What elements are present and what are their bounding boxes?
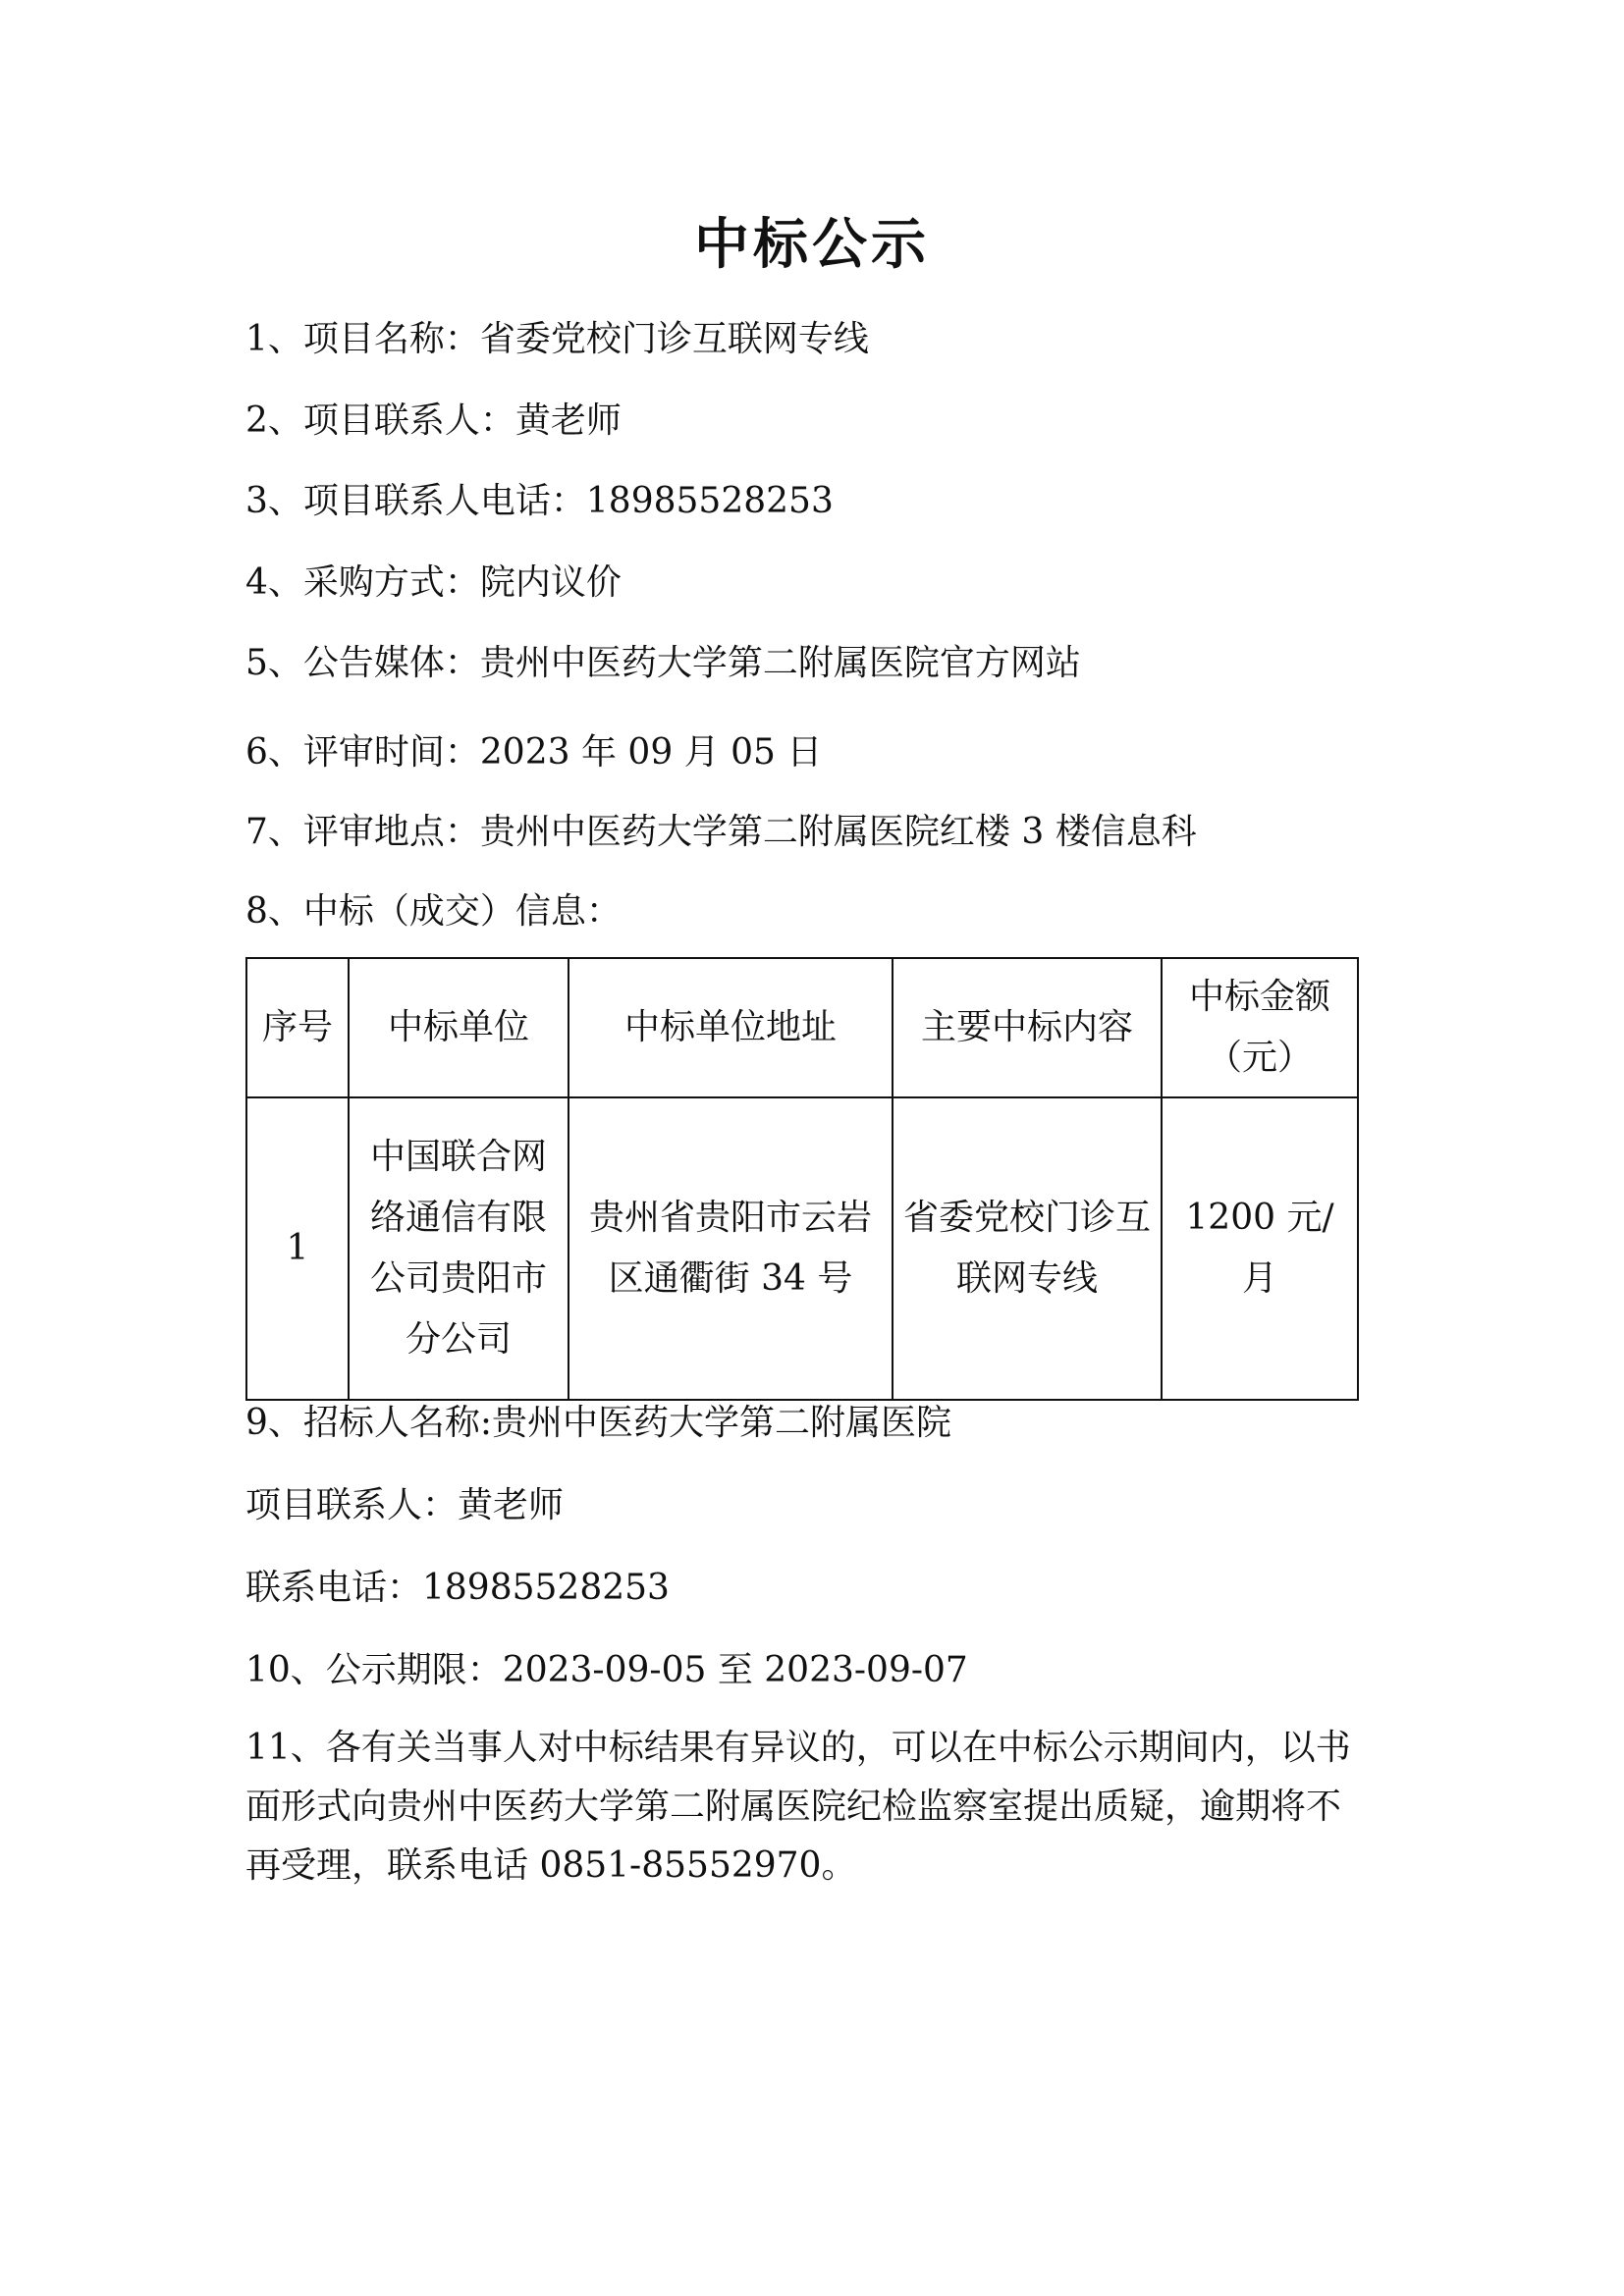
item-review-place: 7、评审地点：贵州中医药大学第二附属医院红楼 3 楼信息科 xyxy=(245,812,1197,852)
header-content: 主要中标内容 xyxy=(893,958,1162,1097)
cell-content: 省委党校门诊互联网专线 xyxy=(893,1097,1162,1400)
item-contact: 2、项目联系人：黄老师 xyxy=(245,400,622,441)
item-project-name: 1、项目名称：省委党校门诊互联网专线 xyxy=(245,319,869,359)
tenderer-name: 9、招标人名称:贵州中医药大学第二附属医院 xyxy=(245,1403,952,1443)
table-row xyxy=(246,1097,1358,1400)
item-review-time: 6、评审时间：2023 年 09 月 05 日 xyxy=(245,732,823,773)
item-media: 5、公告媒体：贵州中医药大学第二附属医院官方网站 xyxy=(245,643,1081,683)
header-index: 序号 xyxy=(246,958,349,1097)
cell-index: 1 xyxy=(246,1097,349,1400)
header-winner-address: 中标单位地址 xyxy=(568,958,893,1097)
item-method: 4、采购方式：院内议价 xyxy=(245,562,622,603)
award-table xyxy=(245,957,1359,1401)
cell-amount: 1200 元/月 xyxy=(1162,1097,1358,1400)
cell-winner-address: 贵州省贵阳市云岩区通衢街 34 号 xyxy=(568,1097,893,1400)
tenderer-phone: 联系电话：18985528253 xyxy=(245,1568,670,1608)
cell-winner: 中国联合网络通信有限公司贵阳市分公司 xyxy=(349,1097,568,1400)
item-award-info: 8、中标（成交）信息： xyxy=(245,891,622,932)
objection-paragraph: 11、各有关当事人对中标结果有异议的，可以在中标公示期间内，以书面形式向贵州中医药大学第二附属医院纪检监察室提出质疑，逾期将不再受理，联系电话 0851-85552970。 xyxy=(245,1728,1351,1886)
page-title: 中标公示 xyxy=(694,213,930,277)
item-phone: 3、项目联系人电话：18985528253 xyxy=(245,481,834,521)
header-winner: 中标单位 xyxy=(349,958,568,1097)
table-header-row xyxy=(246,958,1358,1097)
header-amount: 中标金额（元） xyxy=(1162,958,1358,1097)
tenderer-contact: 项目联系人：黄老师 xyxy=(245,1485,565,1525)
publicity-period: 10、公示期限：2023-09-05 至 2023-09-07 xyxy=(245,1650,968,1690)
